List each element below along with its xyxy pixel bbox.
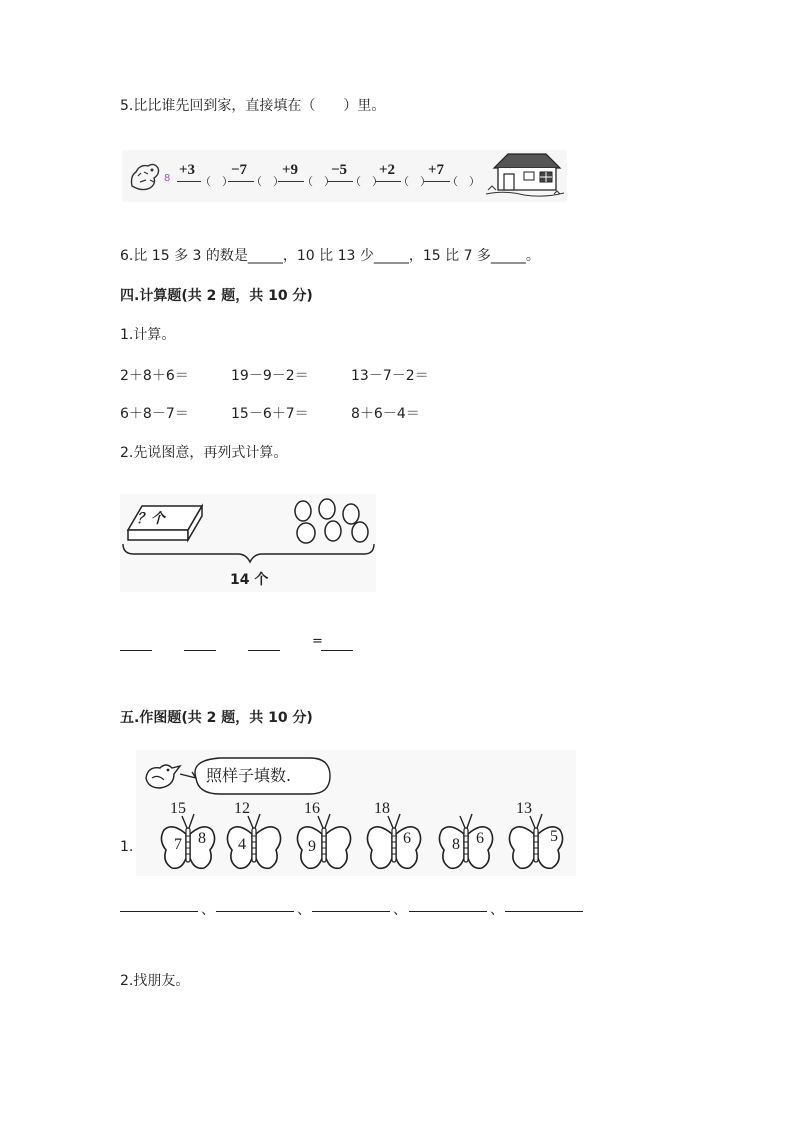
answer-blank-3[interactable] [312, 911, 390, 912]
blank-6: （ ） [447, 175, 480, 188]
blank-3: （ ） [302, 175, 335, 188]
blank-2: （ ） [251, 175, 284, 188]
butterfly-2-left: 4 [238, 836, 246, 853]
section-5-title: 五.作图题(共 2 题，共 10 分) [120, 710, 313, 726]
answer-blank-5[interactable] [505, 911, 583, 912]
op-2: −7 [231, 162, 248, 178]
butterfly-5-left: 8 [452, 836, 460, 853]
equals-sign: = [312, 634, 323, 649]
op-6: +7 [428, 162, 445, 178]
butterfly-1-left: 7 [174, 836, 182, 853]
draw-1-number: 1. [120, 839, 134, 855]
butterfly-6-top: 13 [516, 800, 532, 817]
answer-blank-4[interactable] [409, 911, 487, 912]
q6-text: 6.比 15 多 3 的数是_____，10 比 13 少_____，15 比 7 多_____。 [120, 248, 540, 264]
draw-2-label: 2.找朋友。 [120, 973, 190, 989]
butterfly-6-right: 5 [550, 828, 558, 845]
equation-blank-2[interactable] [184, 650, 216, 651]
butterfly-2-top: 12 [234, 800, 250, 817]
butterfly-3-left: 9 [308, 838, 316, 855]
calc-2-label: 2.先说图意，再列式计算。 [120, 445, 288, 461]
blank-1: （ ） [200, 175, 233, 188]
answer-blank-1[interactable] [120, 911, 198, 912]
separator-3: 、 [393, 902, 407, 918]
section-4-title: 四.计算题(共 2 题，共 10 分) [120, 288, 313, 304]
butterfly-1-right: 8 [198, 830, 206, 847]
calc-r1-c2: 19－9－2＝ [231, 368, 309, 384]
race-figure [122, 150, 567, 202]
butterfly-3-top: 16 [304, 800, 320, 817]
blank-5: （ ） [398, 175, 431, 188]
answer-blank-2[interactable] [216, 911, 294, 912]
equation-blank-3[interactable] [248, 650, 280, 651]
butterfly-figure [136, 750, 576, 876]
separator-2: 、 [297, 902, 311, 918]
op-1: +3 [179, 162, 196, 178]
speech-text: 照样子填数. [206, 766, 292, 785]
op-5: +2 [379, 162, 396, 178]
q5-text: 5.比比谁先回到家，直接填在（ ）里。 [120, 98, 386, 114]
equation-blank-1[interactable] [120, 650, 152, 651]
butterfly-4-top: 18 [374, 800, 390, 817]
op-4: −5 [331, 162, 348, 178]
equation-blank-answer[interactable] [321, 650, 353, 651]
op-3: +9 [282, 162, 299, 178]
house-icon [484, 150, 566, 200]
blank-4: （ ） [350, 175, 383, 188]
calc-r2-c2: 15－6＋7＝ [231, 406, 309, 422]
butterfly-4-right: 6 [403, 830, 411, 847]
arrow-line-3 [278, 181, 304, 182]
count-figure [120, 494, 376, 592]
total-label: 14 个 [230, 572, 269, 588]
separator-1: 、 [201, 902, 215, 918]
calc-r1-c3: 13－7－2＝ [351, 368, 429, 384]
butterfly-1-top: 15 [170, 800, 186, 817]
calc-1-label: 1.计算。 [120, 327, 176, 343]
start-number: 8 [164, 173, 171, 184]
calc-r2-c3: 8＋6－4＝ [351, 406, 420, 422]
calc-r2-c1: 6＋8－7＝ [120, 406, 189, 422]
butterfly-5-right: 6 [476, 830, 484, 847]
box-label: ？个 [135, 511, 168, 527]
separator-4: 、 [490, 902, 504, 918]
butterflies-drawing [154, 806, 574, 872]
animal-icon [126, 158, 164, 194]
arrow-line-1 [177, 181, 201, 182]
calc-r1-c1: 2＋8＋6＝ [120, 368, 189, 384]
